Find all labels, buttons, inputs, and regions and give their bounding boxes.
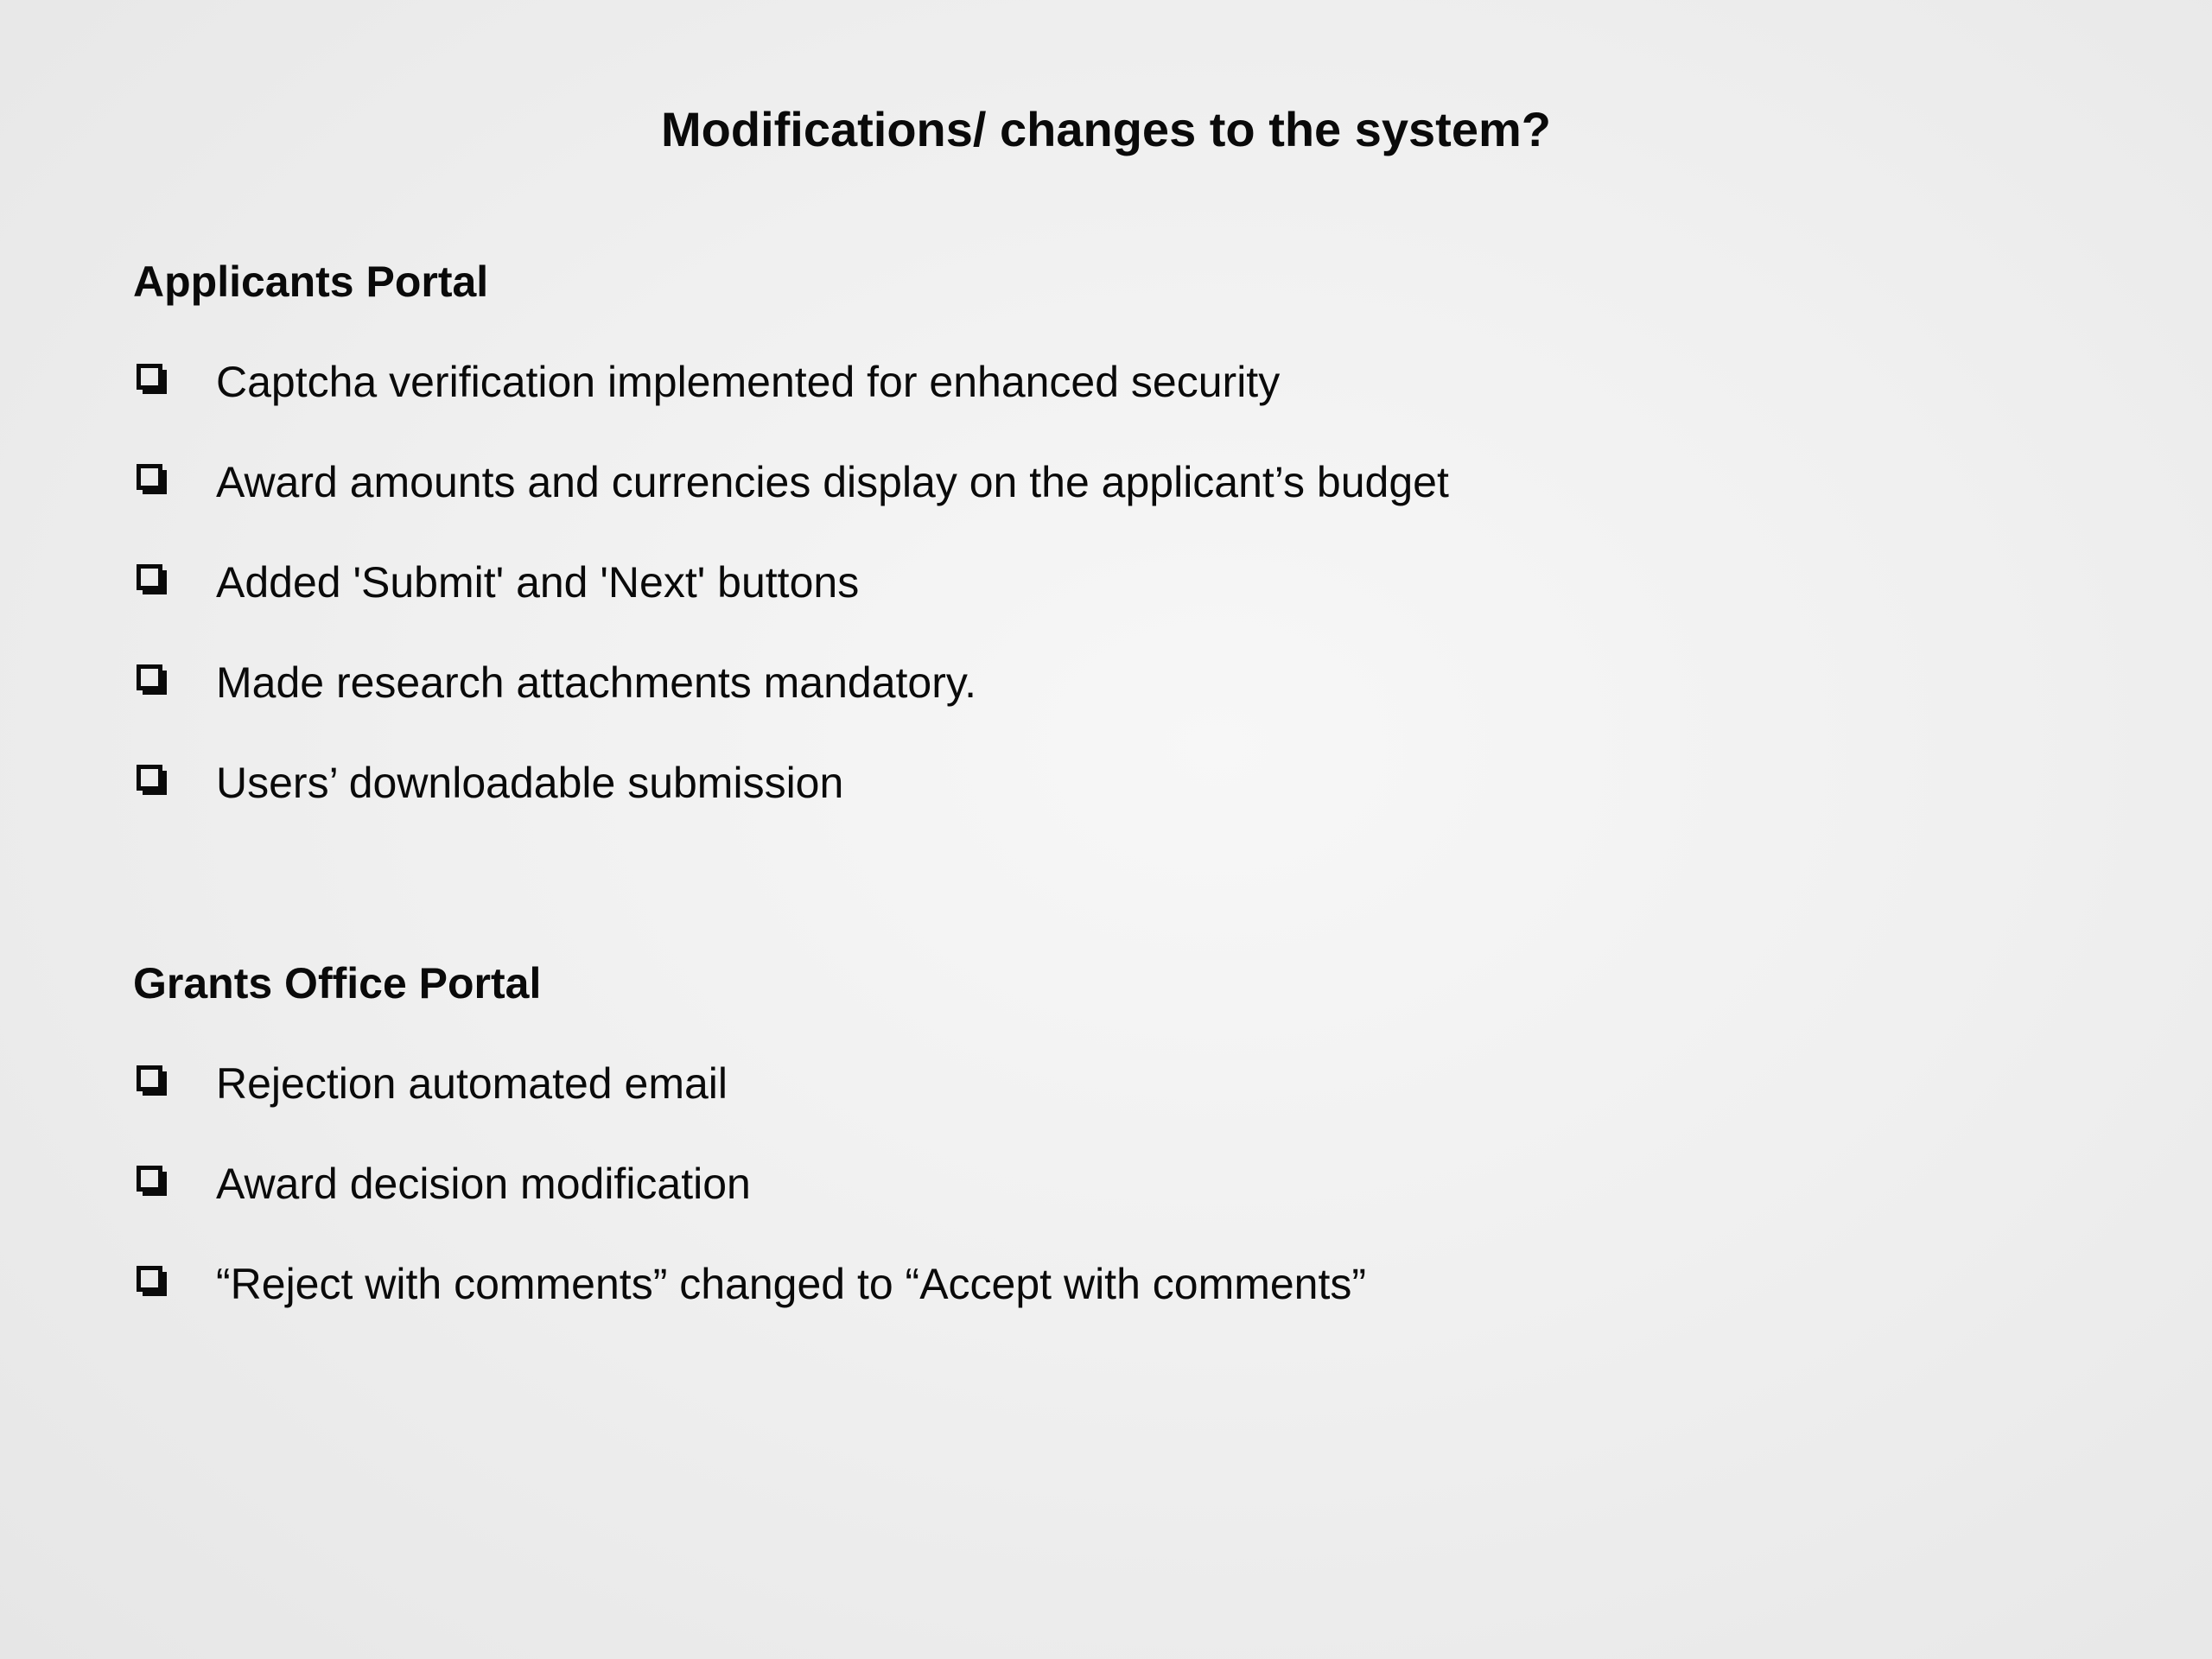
checkbox-icon xyxy=(137,664,162,690)
list-item xyxy=(133,1134,2120,1234)
list-item xyxy=(133,1234,2120,1334)
list-item-text: Captcha verification implemented for enhanced security xyxy=(216,358,1281,406)
list-item-text: Award decision modification xyxy=(216,1160,751,1208)
section-grants-office-portal xyxy=(133,949,2120,1334)
checkbox-icon xyxy=(137,765,162,791)
list-item xyxy=(133,532,2120,632)
list-item-text: Users’ downloadable submission xyxy=(216,759,844,807)
list-item-text: Made research attachments mandatory. xyxy=(216,658,977,707)
section-heading: Grants Office Portal xyxy=(133,959,542,1007)
list-item-text: Added 'Submit' and 'Next' buttons xyxy=(216,558,860,607)
list-item xyxy=(133,432,2120,532)
checkbox-icon xyxy=(137,1065,162,1091)
checkbox-icon xyxy=(137,364,162,390)
checkbox-icon xyxy=(137,1266,162,1292)
checkbox-icon xyxy=(137,464,162,490)
checkbox-icon xyxy=(137,1166,162,1192)
list-item-text: “Reject with comments” changed to “Accept with comments” xyxy=(216,1260,1367,1308)
section-heading: Applicants Portal xyxy=(133,257,489,306)
list-item xyxy=(133,733,2120,833)
page-title: Modifications/ changes to the system? xyxy=(661,102,1551,156)
checkbox-icon xyxy=(137,564,162,590)
list-item xyxy=(133,632,2120,733)
list-item-text: Award amounts and currencies display on the applicant’s budget xyxy=(216,458,1449,506)
list-item xyxy=(133,332,2120,432)
item-list xyxy=(133,1033,2120,1334)
section-applicants-portal xyxy=(133,247,2120,833)
item-list xyxy=(133,332,2120,833)
list-item-text: Rejection automated email xyxy=(216,1059,728,1108)
list-item xyxy=(133,1033,2120,1134)
